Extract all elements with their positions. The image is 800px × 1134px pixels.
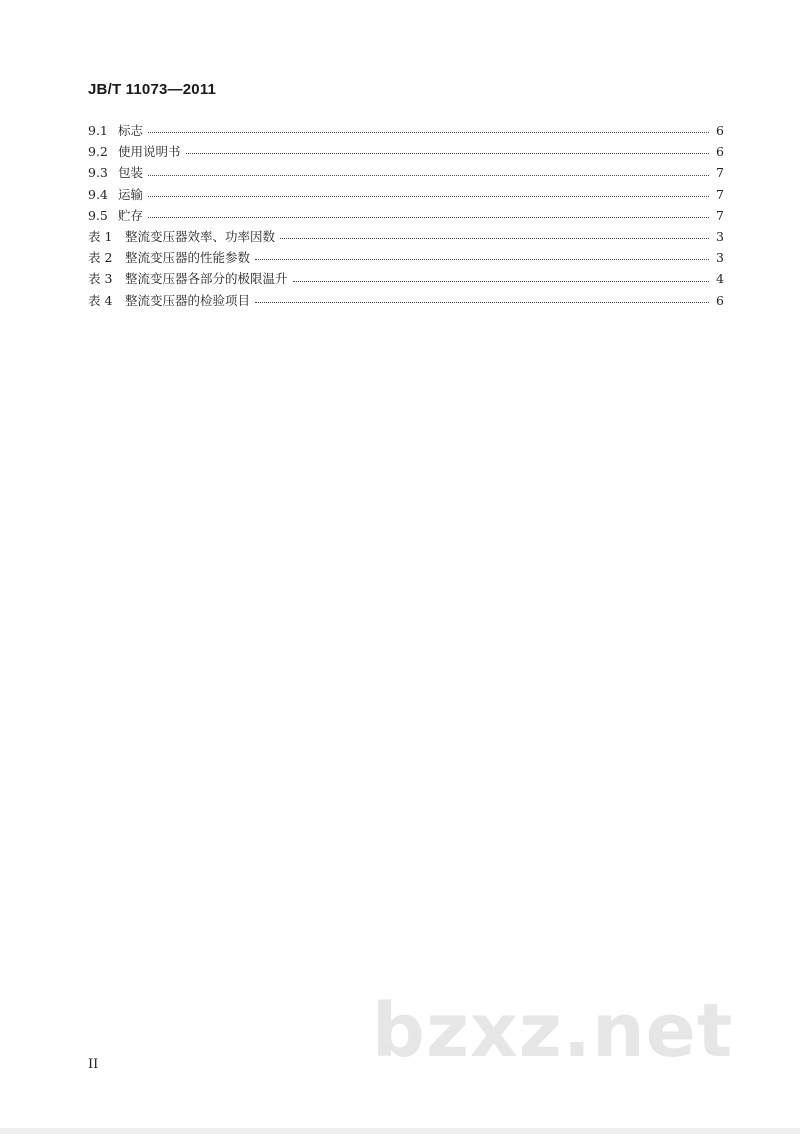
toc-leader-dots xyxy=(148,195,709,197)
toc-leader-dots xyxy=(255,258,709,260)
toc-entry-page: 7 xyxy=(716,186,724,202)
toc-entry-page: 3 xyxy=(716,250,724,266)
toc-leader-dots xyxy=(255,301,709,303)
toc-entry-page: 6 xyxy=(716,144,724,160)
page-number: II xyxy=(88,1057,99,1072)
toc-entry[interactable] xyxy=(88,290,724,311)
toc-entry[interactable] xyxy=(88,226,724,247)
toc-entry[interactable] xyxy=(88,120,724,141)
toc-entry-number: 表 1 xyxy=(88,228,113,244)
toc-entry-number: 9.1 xyxy=(88,123,108,138)
toc-leader-dots xyxy=(280,237,709,239)
toc-entry-page: 3 xyxy=(716,228,724,244)
toc-entry-title: 运输 xyxy=(118,186,144,202)
toc-leader-dots xyxy=(186,152,709,154)
toc-entry-page: 6 xyxy=(716,292,724,308)
toc-entry[interactable] xyxy=(88,247,724,268)
toc-entry-title: 整流变压器的检验项目 xyxy=(125,292,251,308)
toc-entry-page: 4 xyxy=(716,271,724,287)
toc-entry[interactable] xyxy=(88,184,724,205)
toc-entry-number: 表 4 xyxy=(88,292,113,308)
toc-entry[interactable] xyxy=(88,205,724,226)
toc-entry-title: 包装 xyxy=(118,165,144,181)
toc-leader-dots xyxy=(148,174,709,176)
toc-entry-title: 标志 xyxy=(118,123,144,138)
toc-entry-title: 整流变压器各部分的极限温升 xyxy=(125,271,288,287)
toc-leader-dots xyxy=(148,131,709,133)
toc-leader-dots xyxy=(148,216,709,218)
toc-entry-page: 7 xyxy=(716,165,724,181)
toc-entry-title: 贮存 xyxy=(118,207,144,223)
toc-entry-number: 9.2 xyxy=(88,144,108,160)
toc-entry-number: 表 2 xyxy=(88,250,113,266)
standard-code-header: JB/T 11073—2011 xyxy=(88,81,217,98)
toc-leader-dots xyxy=(293,280,709,282)
table-of-contents xyxy=(88,120,724,311)
toc-entry-number: 9.3 xyxy=(88,165,108,181)
watermark: bzxz.net xyxy=(372,988,734,1074)
toc-entry[interactable] xyxy=(88,268,724,289)
toc-entry[interactable] xyxy=(88,162,724,183)
page-bottom-edge xyxy=(0,1128,800,1134)
toc-entry-page: 7 xyxy=(716,207,724,223)
toc-entry[interactable] xyxy=(88,141,724,162)
toc-entry-number: 9.5 xyxy=(88,207,108,223)
toc-entry-title: 整流变压器的性能参数 xyxy=(125,250,251,266)
toc-entry-number: 9.4 xyxy=(88,186,108,202)
toc-entry-number: 表 3 xyxy=(88,271,113,287)
toc-entry-title: 整流变压器效率、功率因数 xyxy=(125,228,276,244)
toc-entry-title: 使用说明书 xyxy=(118,144,181,160)
toc-entry-page: 6 xyxy=(716,123,724,138)
